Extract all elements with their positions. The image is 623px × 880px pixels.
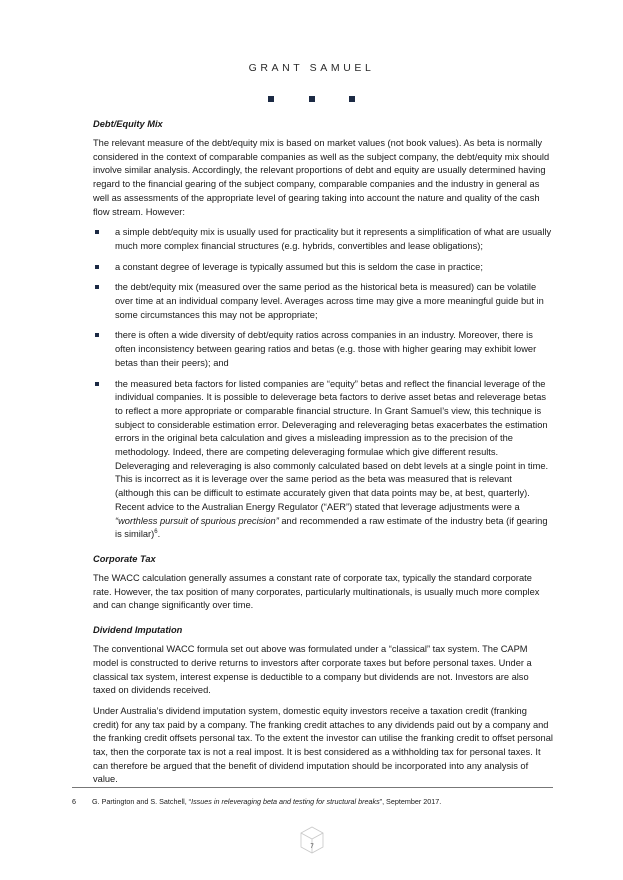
page-number: 7 — [310, 844, 314, 850]
list-item: there is often a wide diversity of debt/equity ratios across companies in an industry. Moreover, there is often inconsistency between gearing ratios and betas (e.g. those with higher gearing may exhibit lower betas than their peers); and — [93, 329, 553, 370]
bullet-icon — [95, 230, 99, 234]
list-item: the measured beta factors for listed companies are “equity” betas and reflect the financial leverage of the individual companies. It is possible to deleverage beta factors to derive asset betas and releverage betas to reflect a more appropriate or comparable financial structure. In Grant Samuel’s view, this technique is subject to considerable estimation error. Deleveraging and releveraging betas exacerbates the estimation errors in the original beta calculation and gives a misleading impression as to the precision of the methodology. Indeed, there are competing deleveraging formulae which give different results. Deleveraging and releveraging is also commonly calculated based on debt levels at a single point in time. This is incorrect as it is leverage over the same period as the beta was measured that is relevant (although this can be difficult to estimate accurately given that data points may be, at best, quarterly). Recent advice to the Australian Energy Regulator (“AER”) stated that leverage adjustments were a “worthless pursuit of spurious precision” and recommended a raw estimate of the industry beta (if gearing is similar)$^6$. — [93, 378, 553, 542]
header-squares — [0, 89, 623, 107]
section-heading-dividend-imputation: Dividend Imputation — [93, 625, 183, 636]
square-icon — [268, 96, 274, 102]
footnote: 6 G. Partington and S. Satchell, “Issues in releveraging beta and testing for structural breaks”, September 2017. — [72, 797, 442, 806]
paragraph: The conventional WACC formula set out above was formulated under a “classical” tax system. The CAPM model is constructed to derive returns to investors after corporate taxes but before personal taxes. Under a classical tax system, interest expense is deductible to a company but dividends are not. Investors are also taxed on dividends received. — [93, 644, 532, 696]
footnote-divider — [72, 787, 553, 788]
paragraph: Under Australia’s dividend imputation system, domestic equity investors receive a taxation credit (franking credit) for any tax paid by a company. The franking credit attaches to any dividends paid out by a company and the franking credit offsets personal tax. To the extent the investor can utilise the franking credit to offset personal tax, then the corporate tax is not a real impost. It is best considered as a withholding tax for personal taxes. It can therefore be argued that the benefit of dividend imputation should be incorporated into any analysis of value. — [93, 705, 553, 785]
bullet-icon — [95, 285, 99, 289]
bullet-icon — [95, 382, 99, 386]
page-header — [0, 58, 623, 76]
list-item: a simple debt/equity mix is usually used for practicality but it represents a simplification of what are usually much more complex financial structures (e.g. hybrids, convertibles and lease obligations); — [93, 226, 553, 253]
footnote-reference: 6 — [154, 529, 158, 536]
quote-text: “worthless pursuit of spurious precision” — [115, 515, 279, 526]
list-item: the debt/equity mix (measured over the same period as the historical beta is measured) can be volatile over time at an individual company level. Averages across time may give a more meaningful guide but in some circumstances this may not be appropriate; — [93, 281, 553, 322]
bullet-icon — [95, 265, 99, 269]
page-body — [93, 118, 553, 794]
bullet-icon — [95, 333, 99, 337]
footnote-title: Issues in releveraging beta and testing for structural breaks — [191, 797, 380, 806]
paragraph: The relevant measure of the debt/equity mix is based on market values (not book values). As beta is normally considered in the context of comparable companies as well as the subject company, the debt/equity mix should involve similar analysis. Accordingly, the relevant proportions of debt and equity are usually determined having regard to the financial gearing of the subject company, comparable companies and the industry in general as well as assessments of the appropriate level of gearing taking into account the nature and quality of the cash flow stream. However: — [93, 138, 550, 217]
square-icon — [349, 96, 355, 102]
brand-wordmark: GRANT SAMUEL — [248, 62, 375, 74]
paragraph: The WACC calculation generally assumes a constant rate of corporate tax, typically the standard corporate rate. However, the tax position of many corporates, particularly multinationals, is usually much more complex and can change significantly over time. — [93, 572, 540, 611]
section-heading-debt-equity: Debt/Equity Mix — [93, 119, 163, 129]
list-item: a constant degree of leverage is typically assumed but this is seldom the case in practice; — [93, 261, 553, 275]
square-icon — [309, 96, 315, 102]
footnote-number: 6 — [72, 797, 76, 806]
bullet-list — [93, 226, 553, 542]
section-heading-corporate-tax: Corporate Tax — [93, 553, 156, 564]
